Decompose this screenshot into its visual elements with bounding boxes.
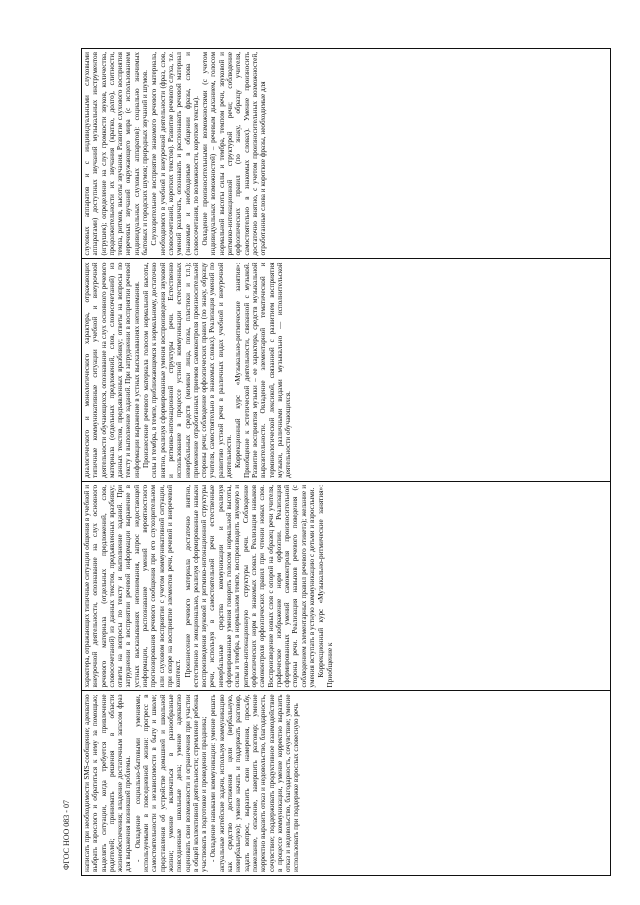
document-code: ФГОС НОО 083 - 07 (62, 800, 71, 870)
table-column (82, 481, 610, 691)
table-paragraph: Овладение произносительными возможностями (с учетом индивидуальных возможностей) – речевым дыханием, голосом нормальной высоты силы и тембра, темпом речи, звуковой и ритмико-интонационной структурой речи; соблюдение орфоэпических правил (по знаку, образцу учителя, самостоятельно в знакомых словах). Умение произносить достаточно внятно, с учетом произносительных возможностей, отработанные слова и короткие фразы, необходимые для (201, 52, 268, 256)
rotated-table-frame (81, 48, 611, 876)
table-paragraph: - Овладение навыками коммуникации: умение решать актуальные житейские задачи, используя коммуникацию как средство достижения цели (вербальную, невербальную); умение начать и поддержать разговор, задать вопрос, выразить свои намерения, просьбу, пожелание, опасение, завершить разговор; умение корректно выразить отказ и недовольство, благодарность, сочувствие; поддерживать продуктивное взаимодействие в процессе коммуникации, умение корректно выразить отказ и недовольство, благодарность, сочувствие; умение использовать при поддержке взрослых словесную речь (209, 694, 301, 872)
table-paragraph: характера, отражающих типичные ситуации общения в учебной и внеурочной деятельности, опознавание на слух основного речевого материала (отдельных предложений, слов, словосочетаний) из данных текстов, предъявленных вразбивку; ответы на вопросы по тексту и выполнение заданий. При затруднении в восприятии речевой информации выражение в устных высказываниях непонимания, запрос недостающей информации, распознавание умений вероятностного прогнозирования речевого сообщения при его слухозрительном или слуховом восприятии с учетом коммуникативной ситуации, при опоре на восприятие элементов речи, речевой и внеречевой контекст. (83, 484, 183, 688)
table-paragraph: Коррекционный курс «Музыкально-ритмические занятия»: Приобщение к (317, 484, 334, 688)
table-column (82, 690, 610, 875)
table-paragraph: Коррекционный курс «Музыкально-ритмические занятия»: Приобщение к эстетической деятельности, связанной с музыкой. Развитие восприятия музыки – ее характера, средств музыкальной выразительности. Овладение элементарной тематической и терминологической лексикой, связанной с развитием восприятия музыки, различными видами музыкально — исполнительской деятельности обучающихся. (234, 262, 293, 478)
table-paragraph: Произнесение речевого материала голосом нормальной высоты, силы и тембра, в темпе, приближающемся к нормальному, достаточно внятно, реализуя сформированные умения воспроизведения звуковой и ритмико-интонационной структуры речи. Естественно использование в процессе устной коммуникации естественных невербальных средств (мимики лица, позы, пластики и т.п.); применение отработанных приемов самоконтроля произносительной стороны речи; соблюдение орфоэпических правил (по знаку, образцу учителя, самостоятельно в знакомых словах). Реализация умений по развитию устной речи в различных видах учебной и внеурочной деятельности. (142, 262, 234, 478)
table-paragraph: - Овладение социально-бытовыми умениями, используемыми в повседневной жизни: прогресс в самостоятельности и независимости в быту и школе; представления об устройстве домашней и школьной жизни; умение включаться в разнообразные повседневные школьные дела; умение адекватно оценивать свои возможности и ограничения при участии в общей коллективной деятельности; стремление ребенка участвовать в подготовке и проведении праздника; (133, 694, 209, 872)
table-paragraph: Слухозрительное восприятие знакомого речевого материала, необходимого в учебной и внеурочной деятельности (фраз, слов, словосочетаний, коротких текстов). Развитие речевого слуха, т.е. умений различать, опознавать и распознавать речевой материал (знакомые и необходимые в общении фразы, слова и словосочетания, по возможности, короткие тексты). (150, 52, 200, 256)
table-paragraph: написать при необходимости SMS-сообщение; адекватно выбрать взрослого и обратиться к нему за помощью; выделять ситуации, когда требуется привлечение родителей; принимать решения в области жизнеобеспечения; владение достаточным запасом фраз для выражения возникшей проблемы. (83, 694, 133, 872)
table-paragraph: слуховых аппаратов и с индивидуальными слуховыми аппаратами) доступных звучаний музыкальных инструментов (игрушек); определение на слух громкости звуков, количества, продолжительности их звучания (кратко, долго), слитности, темпа, ритмов, высоты звучания. Развитие слухового восприятия неречевых звучаний окружающего мира (с использованием индивидуальных слуховых аппаратов): социально значимых бытовых и городских шумов; природных звучаний и шумов. (83, 52, 150, 256)
requirements-table (81, 48, 611, 876)
table-paragraph: Произнесение речевого материала достаточно внятно, естественно и эмоционально, реализуя сформированные навыки воспроизведения звуковой и ритмико-интонационной структуры речи, используя в самостоятельной речи естественные невербальные средства коммуникации и реализуя сформированные умения говорить голосом нормальной высоты, силы и тембра, в нормальном темпе, воспроизводить звуковую и ритмико-интонационную структуры речи. Соблюдение орфоэпических норм в знакомых словах. Реализация навыков самоконтроля орфоэпических правил при чтении новых слов. Воспроизведение новых слов с опорой на образец речи учителя, графическое изображение норм орфоэпии. Реализация сформированных умений самоконтроля произносительной стороны речи. Реализация навыков речевого поведения (с соблюдением элементарных правил речевого этикета); желание и умения вступать в устную коммуникацию с детьми и взрослыми. (183, 484, 317, 688)
table-column (82, 258, 610, 480)
table-column (82, 49, 610, 258)
table-paragraph: диалогического и монологического характера, отражающих типичные коммуникативные ситуации учебной и внеурочной деятельности обучающихся, опознавание на слух основного речевого материала (отдельных предложений, слов, словосочетаний) из данных текстов, предъявленных вразбивку; ответы на вопросы по тексту и выполнение заданий. При затруднении в восприятии речевой информации выражение в устных высказываниях непонимания. (83, 262, 141, 478)
